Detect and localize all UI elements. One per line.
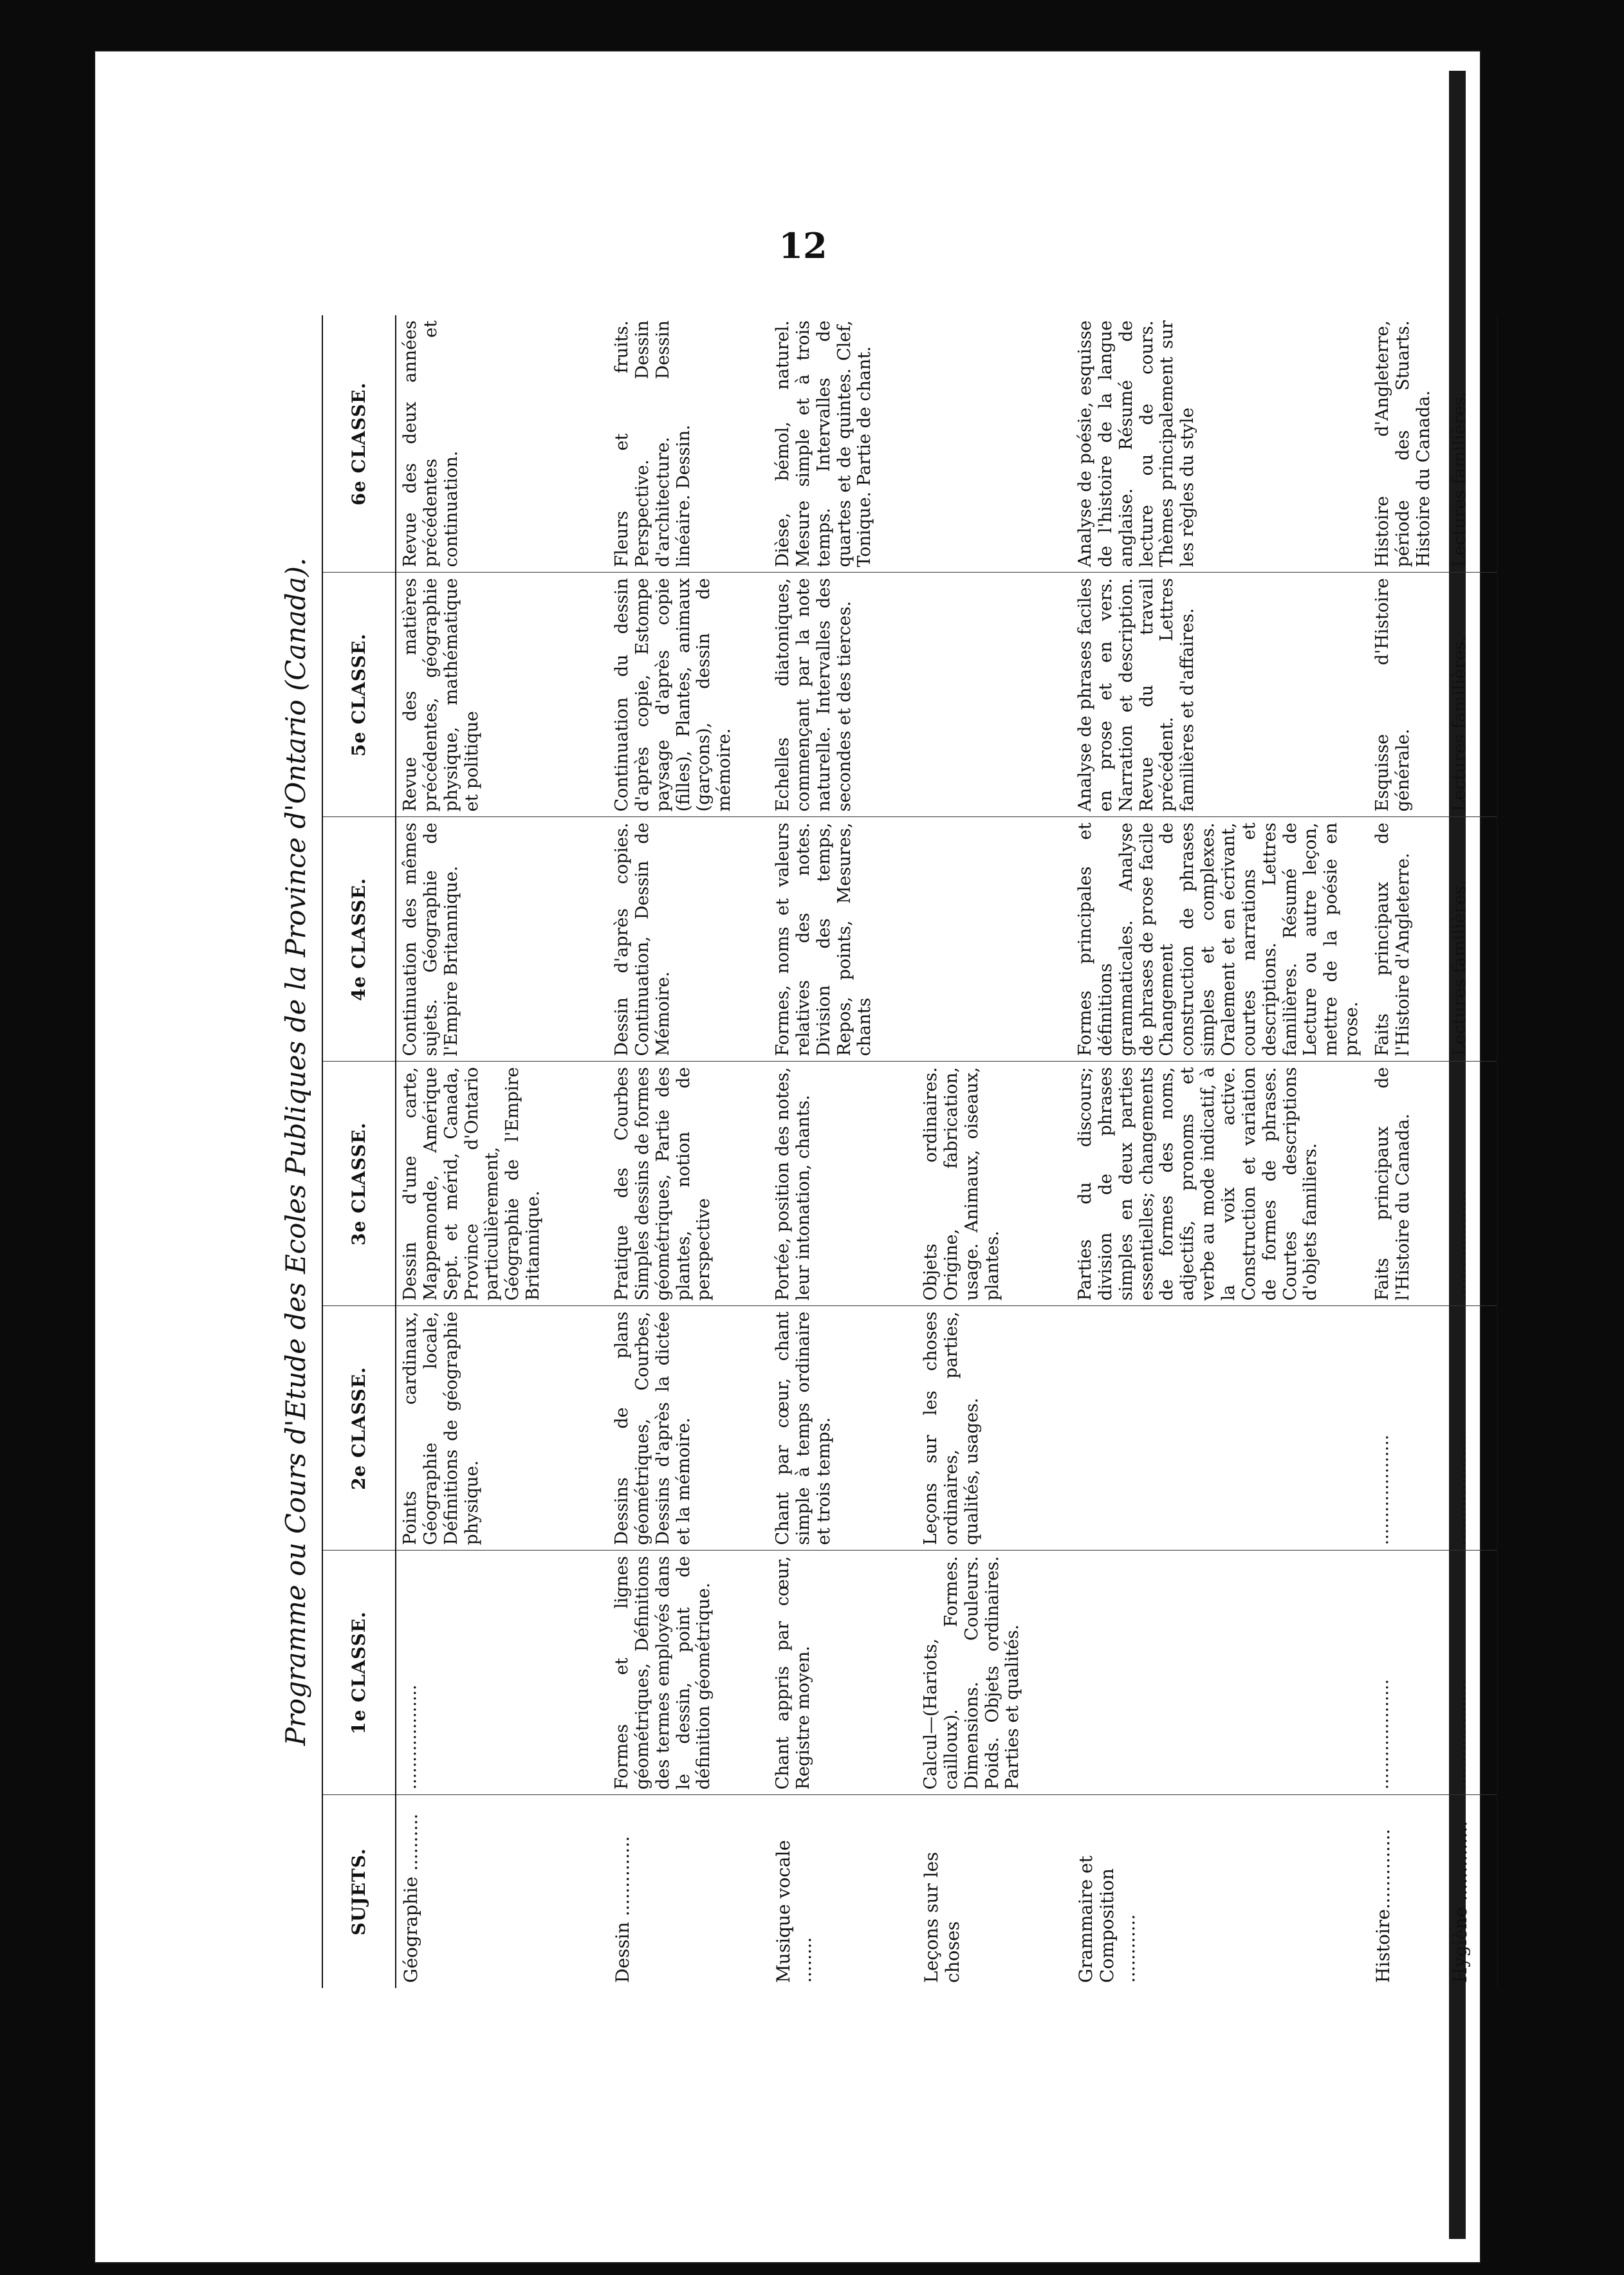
table-cell: Esquisse d'Histoire générale. — [1369, 573, 1446, 817]
table-cell: Continuation des mêmes sujets. Géographie de l'Empire Britannique. — [396, 817, 608, 1062]
column-header: 4e CLASSE. — [322, 817, 396, 1062]
document-title: Programme ou Cours d'Etude des Ecoles Publiques de la Province d'Ontario (Canada). — [280, 557, 311, 1746]
table-cell: Formes principales et définitions grammaticales. Analyse de phrases de prose facile Changement de construction de phrases simples et complexes. Oralement et en écrivant, courtes narrations et descriptions. Lettres familières. Résumé de Lecture ou autre leçon, mettre de la poésie en prose. — [1071, 817, 1369, 1062]
table-cell: Lectures familières. — [1446, 573, 1497, 817]
table-row — [1446, 315, 1497, 1988]
table-cell: Dessins de plans géométriques, Courbes, Dessins d'après la dictée et la mémoire. — [608, 1306, 769, 1551]
table-cell — [917, 573, 1071, 817]
table-cell: Pratique des Courbes Simples dessins de formes géométriques, Partie des plantes, notion de perspective — [608, 1062, 769, 1306]
subject-cell: Leçons sur les choses — [921, 1852, 964, 1983]
table-cell: Parties du discours; division de phrases simples en deux parties essentielles; changements de formes des noms, adjectifs, pronoms et verbe au mode indicatif, à la voix active. Construction et variation de formes de phrases. Courtes descriptions d'objets familiers. — [1071, 1062, 1369, 1306]
column-header: 2e CLASSE. — [322, 1306, 396, 1551]
table-cell: ................... — [396, 1551, 608, 1795]
table-cell — [1071, 1306, 1369, 1551]
table-cell: Formes, noms et valeurs relatives des notes. Division des temps, Repos, points, Mesures, chants — [769, 817, 917, 1062]
table-row — [1369, 315, 1446, 1988]
table-header-row — [322, 315, 396, 1988]
table-cell: Fleurs et fruits. Perspective. Dessin d'architecture. Dessin linéaire. Dessin. — [608, 315, 769, 573]
table-cell: Faits principaux de l'Histoire du Canada. — [1369, 1062, 1446, 1306]
table-row — [917, 315, 1071, 1988]
table-cell: Calcul—(Hariots, cailloux). Formes. Dimensions. Couleurs. Poids. Objets ordinaires. Parties et qualités. — [917, 1551, 1071, 1795]
subject-cell: Musique vocale ........ — [773, 1839, 816, 1983]
subject-cell: Hygiène .............. — [1446, 1795, 1497, 1988]
table-cell: Dièse, bémol, naturel. Mesure simple et à trois temps. Intervalles de quartes et de quintes. Clef, Tonique. Partie de chant. — [769, 315, 917, 573]
subject-cell: Géographie .......... — [400, 1813, 421, 1983]
table-cell: Histoire d'Angleterre, période des Stuarts. Histoire du Canada. — [1369, 315, 1446, 573]
column-header: 3e CLASSE. — [322, 1062, 396, 1306]
column-header: 1e CLASSE. — [322, 1551, 396, 1795]
table-cell: .................... — [1369, 1306, 1446, 1551]
subject-cell: Dessin .............. — [612, 1836, 633, 1983]
subject-cell: Histoire.............. — [1372, 1828, 1394, 1983]
table-cell: Dessin d'une carte, Mappemonde, Amérique Sept. et mérid, Canada, Province d'Ontario particulièrement, Géographie de l'Empire Britannique. — [396, 1062, 608, 1306]
table-cell: .................... — [1369, 1551, 1446, 1795]
table-cell: Lectures familières. — [1446, 315, 1497, 573]
table-cell: Analyse de phrases faciles en prose et en vers. Narration et description. Revue du travail précédent. Lettres familières et d'affaires. — [1071, 573, 1369, 817]
column-header: 6e CLASSE. — [322, 315, 396, 573]
column-header: SUJETS. — [322, 1795, 396, 1988]
table-cell: Chant par cœur, chant simple à temps ordinaire et trois temps. — [769, 1306, 917, 1551]
rotated-table-block — [270, 315, 1472, 1988]
table-cell: Continuation du dessin d'après copie, Estompe paysage d'après copie (filles), Plantes, animaux (garçons), dessin de mémoire. — [608, 573, 769, 817]
table-cell: .................... — [1446, 1062, 1497, 1306]
column-header: 5e CLASSE. — [322, 573, 396, 817]
table-cell: Chant appris par cœur, Registre moyen. — [769, 1551, 917, 1795]
table-cell: Analyse de poésie, esquisse de l'histoire de la langue anglaise. Résumé de lecture ou de cours. Thèmes principalement sur les règles du style — [1071, 315, 1369, 573]
table-cell: Portée, position des notes, leur intonation, chants. — [769, 1062, 917, 1306]
table-row — [608, 315, 769, 1988]
table-cell: Revue des deux années précédentes et continuation. — [396, 315, 608, 573]
subject-cell: Grammaire et Composition ............ — [1075, 1856, 1140, 1983]
table-cell — [1071, 1551, 1369, 1795]
table-cell: Dessin d'après copies. Continuation, Dessin de Mémoire. — [608, 817, 769, 1062]
table-cell: Revue des matières précédentes, géographie physique, mathématique et politique — [396, 573, 608, 817]
table-cell: .................... — [1446, 1306, 1497, 1551]
table-cell — [917, 315, 1071, 573]
table-cell: Points cardinaux, Géographie locale, Définitions de géographie physique. — [396, 1306, 608, 1551]
curriculum-table — [322, 315, 1498, 1988]
page-number: 12 — [779, 225, 827, 266]
table-cell: Lectures familières. — [1446, 817, 1497, 1062]
table-row — [769, 315, 917, 1988]
table-row — [1071, 315, 1369, 1988]
table-cell: Faits principaux de l'Histoire d'Angleterre. — [1369, 817, 1446, 1062]
table-cell — [917, 817, 1071, 1062]
table-cell: Formes et lignes géométriques, Définitions des termes employés dans le dessin, point de définition géométrique. — [608, 1551, 769, 1795]
table-cell: Objets ordinaires. Origine, fabrication, usage. Animaux, oiseaux, plantes. — [917, 1062, 1071, 1306]
table-cell: .................... — [1446, 1551, 1497, 1795]
table-cell: Leçons sur les choses ordinaires, parties, qualités, usages. — [917, 1306, 1071, 1551]
table-cell: Echelles diatoniques, commençant par la note naturelle. Intervalles des secondes et des tierces. — [769, 573, 917, 817]
table-row — [396, 315, 608, 1988]
